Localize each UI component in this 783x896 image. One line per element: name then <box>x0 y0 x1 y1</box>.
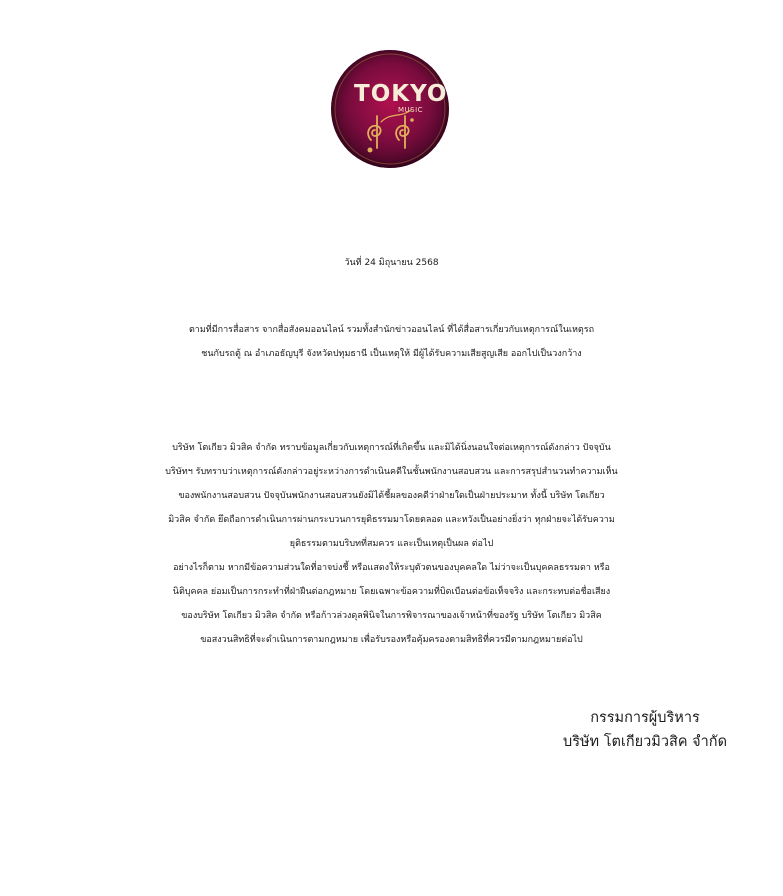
paragraph-line: อย่างไรก็ตาม หากมีข้อความส่วนใดที่อาจบ่งชี้ หรือแสดงให้ระบุตัวตนของบุคคลใด ไม่ว่าจะเป็นบุคคลธรรมดา หรือ <box>173 563 610 573</box>
logo-wordmark: TOKYO <box>354 81 448 107</box>
paragraph-line: ชนกับรถตู้ ณ อำเภอธัญบุรี จังหวัดปทุมธานี เป็นเหตุให้ มีผู้ได้รับความเสียสูญเสีย ออกไปเป็นวงกว้าง <box>201 349 582 359</box>
logo-decoration <box>331 50 449 168</box>
paragraph-line: ยุติธรรมตามบริบทที่สมควร และเป็นเหตุเป็นผล ต่อไป <box>289 539 494 549</box>
paragraph-legal-notice <box>0 556 783 652</box>
paragraph-line: ตามที่มีการสื่อสาร จากสื่อสังคมออนไลน์ รวมทั้งสำนักข่าวออนไลน์ ที่ได้สื่อสารเกี่ยวกับเหตุการณ์ในเหตุรถ <box>188 325 595 335</box>
paragraph-incident <box>0 318 783 366</box>
document-date: วันที่ 24 มิถุนายน 2568 <box>344 258 439 268</box>
logo-subtitle: MUSIC <box>398 106 424 114</box>
paragraph-line: มิวสิค จำกัด ยึดถือการดำเนินการผ่านกระบวนการยุติธรรมมาโดยตลอด และหวังเป็นอย่างยิ่งว่า ทุกฝ่ายจะได้รับความ <box>168 515 615 525</box>
paragraph-line: บริษัท โตเกียว มิวสิค จำกัด ทราบข้อมูลเกี่ยวกับเหตุการณ์ที่เกิดขึ้น และมิได้นิ่งนอนใจต่อเหตุการณ์ดังกล่าว ปัจจุบัน <box>172 443 611 453</box>
paragraph-line: ขอสงวนสิทธิที่จะดำเนินการตามกฎหมาย เพื่อรับรองหรือคุ้มครองตามสิทธิที่ควรมีตามกฎหมายต่อไป <box>200 635 583 645</box>
paragraph-line: นิติบุคคล ย่อมเป็นการกระทำที่ฝ่าฝืนต่อกฎหมาย โดยเฉพาะข้อความที่บิดเบือนต่อข้อเท็จจริง และกระทบต่อชื่อเสียง <box>172 587 611 597</box>
paragraph-company-response <box>0 436 783 556</box>
treble-clef-right <box>396 126 409 140</box>
signatory-title: กรรมการผู้บริหาร <box>590 710 700 726</box>
signatory-company: บริษัท โตเกียวมิวสิค จำกัด <box>563 734 727 750</box>
treble-clef-left <box>368 126 381 140</box>
company-logo <box>331 50 449 168</box>
paragraph-line: ของบริษัท โตเกียว มิวสิค จำกัด หรือก้าวล่วงดุลพินิจในการพิจารณาของเจ้าหน้าที่ของรัฐ บริษัท โตเกียว มิวสิค <box>181 611 602 621</box>
paragraph-line: บริษัทฯ รับทราบว่าเหตุการณ์ดังกล่าวอยู่ระหว่างการดำเนินคดีในชั้นพนักงานสอบสวน และการสรุปสำนวนทำความเห็น <box>165 467 618 477</box>
paragraph-line: ของพนักงานสอบสวน ปัจจุบันพนักงานสอบสวนยังมิได้ชี้ผลของคดีว่าฝ่ายใดเป็นฝ่ายประมาท ทั้งนี้ บริษัท โตเกียว <box>178 491 605 501</box>
signature-block <box>545 706 745 754</box>
